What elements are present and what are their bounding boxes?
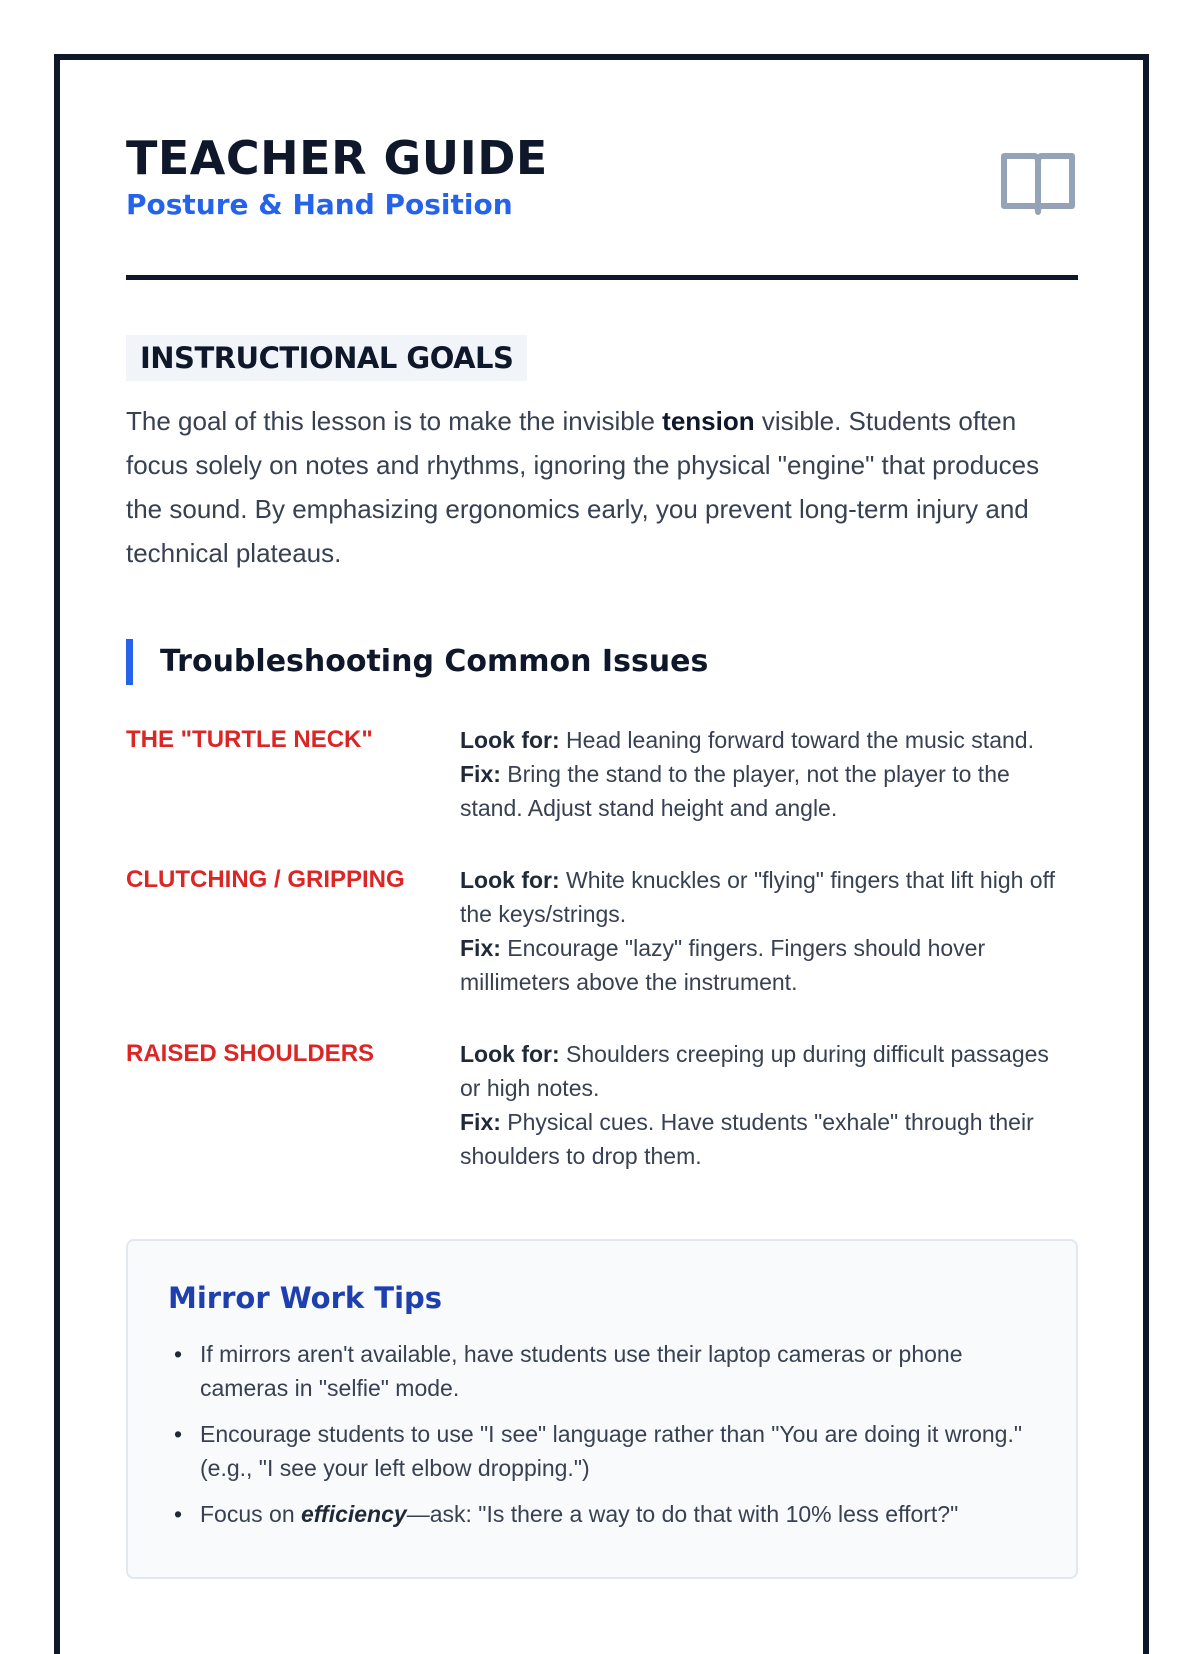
fix-label: Fix:	[460, 935, 501, 961]
issues-list	[126, 723, 1078, 1173]
issue-row	[126, 1037, 1078, 1173]
look-for-label: Look for:	[460, 727, 560, 753]
goals-heading: INSTRUCTIONAL GOALS	[126, 335, 527, 381]
bullet-icon: •	[173, 1421, 183, 1447]
goals-text-emphasis: tension	[662, 406, 755, 436]
issue-row	[126, 863, 1078, 999]
list-item	[168, 1497, 1036, 1531]
fix-text: Encourage "lazy" fingers. Fingers should hover millimeters above the instrument.	[460, 935, 986, 995]
goals-text-end: visible. Students often focus solely on notes and rhythms, ignoring the physical "engine" that produces the sound. By emphasizing ergonomics early, you prevent long-term injury and technical plateaus.	[126, 406, 1040, 568]
tip-text: Encourage students to use "I see" language rather than "You are doing it wrong." (e.g., "I see your left elbow dropping.")	[200, 1421, 1023, 1481]
mirror-tips-box	[126, 1239, 1078, 1579]
goals-text-start: The goal of this lesson is to make the invisible	[126, 406, 663, 436]
book-open-icon	[998, 148, 1078, 218]
guide-card	[54, 54, 1149, 1654]
fix-text: Bring the stand to the player, not the player to the stand. Adjust stand height and angle.	[460, 761, 1010, 821]
tip-emphasis: efficiency	[301, 1501, 407, 1527]
issue-row	[126, 723, 1078, 825]
look-for-text: White knuckles or "flying" fingers that lift high off the keys/strings.	[460, 867, 1055, 927]
look-for-text: Head leaning forward toward the music stand.	[559, 727, 1034, 753]
issue-description	[460, 863, 1064, 999]
issue-label: THE "TURTLE NECK"	[126, 726, 373, 753]
look-for-text: Shoulders creeping up during difficult passages or high notes.	[460, 1041, 1049, 1101]
list-item	[168, 1417, 1036, 1485]
issue-description	[460, 1037, 1064, 1173]
goals-paragraph	[126, 399, 1078, 575]
troubleshooting-heading: Troubleshooting Common Issues	[126, 639, 1078, 685]
bullet-icon: •	[173, 1341, 183, 1367]
tips-list	[168, 1337, 1036, 1531]
issue-description	[460, 723, 1064, 825]
tips-title: Mirror Work Tips	[168, 1281, 443, 1315]
page-title: TEACHER GUIDE	[126, 131, 548, 185]
issue-label: RAISED SHOULDERS	[126, 1040, 375, 1067]
look-for-label: Look for:	[460, 867, 560, 893]
page-subtitle: Posture & Hand Position	[126, 188, 513, 221]
tip-text-end: —ask: "Is there a way to do that with 10% less effort?"	[406, 1501, 959, 1527]
fix-label: Fix:	[460, 761, 501, 787]
tip-text-start: Focus on	[200, 1501, 301, 1527]
bullet-icon: •	[173, 1501, 183, 1527]
issue-label: CLUTCHING / GRIPPING	[126, 866, 405, 893]
tip-text: If mirrors aren't available, have students use their laptop cameras or phone cameras in "selfie" mode.	[200, 1341, 963, 1401]
fix-text: Physical cues. Have students "exhale" through their shoulders to drop them.	[460, 1109, 1034, 1169]
look-for-label: Look for:	[460, 1041, 560, 1067]
list-item	[168, 1337, 1036, 1405]
guide-header	[126, 130, 1078, 280]
fix-label: Fix:	[460, 1109, 501, 1135]
